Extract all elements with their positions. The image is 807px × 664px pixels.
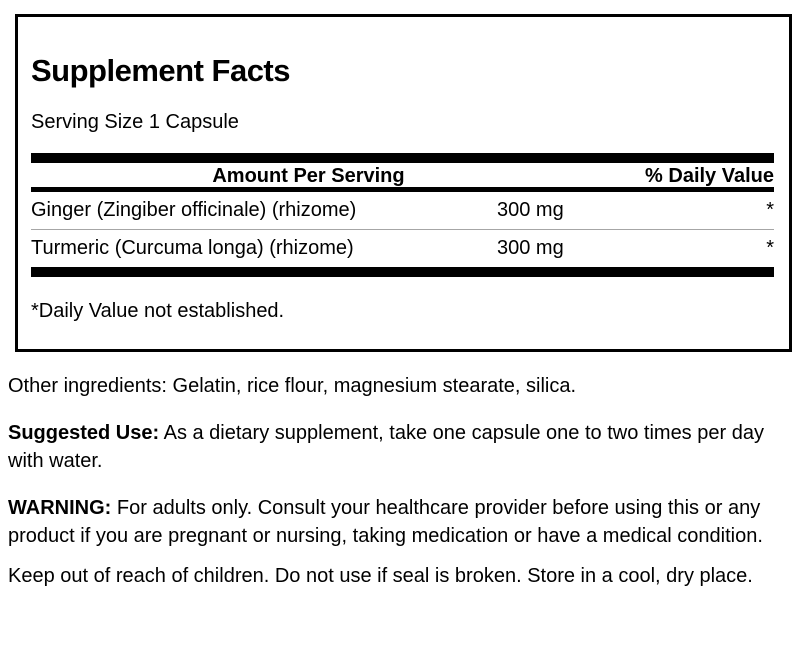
suggested-use: [8, 419, 764, 475]
storage-instructions: [8, 562, 764, 590]
suggested-use-text: As a dietary supplement, take one capsule one to two times per day with water.: [8, 422, 764, 472]
ingredient-row-ginger: [31, 192, 774, 229]
ingredient-daily-value: *: [766, 237, 774, 259]
table-header-row: [31, 163, 774, 187]
ingredient-row-turmeric: [31, 230, 774, 267]
other-ingredients: [8, 372, 764, 400]
ingredient-name: Turmeric (Curcuma longa) (rhizome): [31, 237, 354, 259]
amount-per-serving-header: Amount Per Serving: [212, 165, 405, 187]
ingredient-amount: 300 mg: [497, 237, 564, 259]
warning-text: For adults only. Consult your healthcare provider before using this or any product if you are pregnant or nursing, taking medication or have a medical condition.: [8, 497, 763, 547]
ingredient-amount: 300 mg: [497, 199, 564, 221]
storage-text: Keep out of reach of children. Do not use if seal is broken. Store in a cool, dry place.: [8, 565, 753, 587]
other-ingredients-text: Other ingredients: Gelatin, rice flour, magnesium stearate, silica.: [8, 375, 577, 397]
panel-title: Supplement Facts: [31, 53, 290, 88]
daily-value-header: % Daily Value: [645, 165, 774, 187]
rule-thick-top: [31, 153, 774, 163]
daily-value-footnote: *Daily Value not established.: [31, 300, 285, 322]
ingredient-name: Ginger (Zingiber officinale) (rhizome): [31, 199, 357, 221]
suggested-use-label: Suggested Use:: [8, 422, 160, 444]
supplement-facts-panel: [15, 14, 792, 352]
rule-thick-bottom: [31, 267, 774, 277]
warning: [8, 494, 764, 550]
serving-size: Serving Size 1 Capsule: [31, 111, 239, 133]
warning-label: WARNING:: [8, 497, 112, 519]
ingredient-daily-value: *: [766, 199, 774, 221]
info-text-block: [8, 372, 764, 590]
